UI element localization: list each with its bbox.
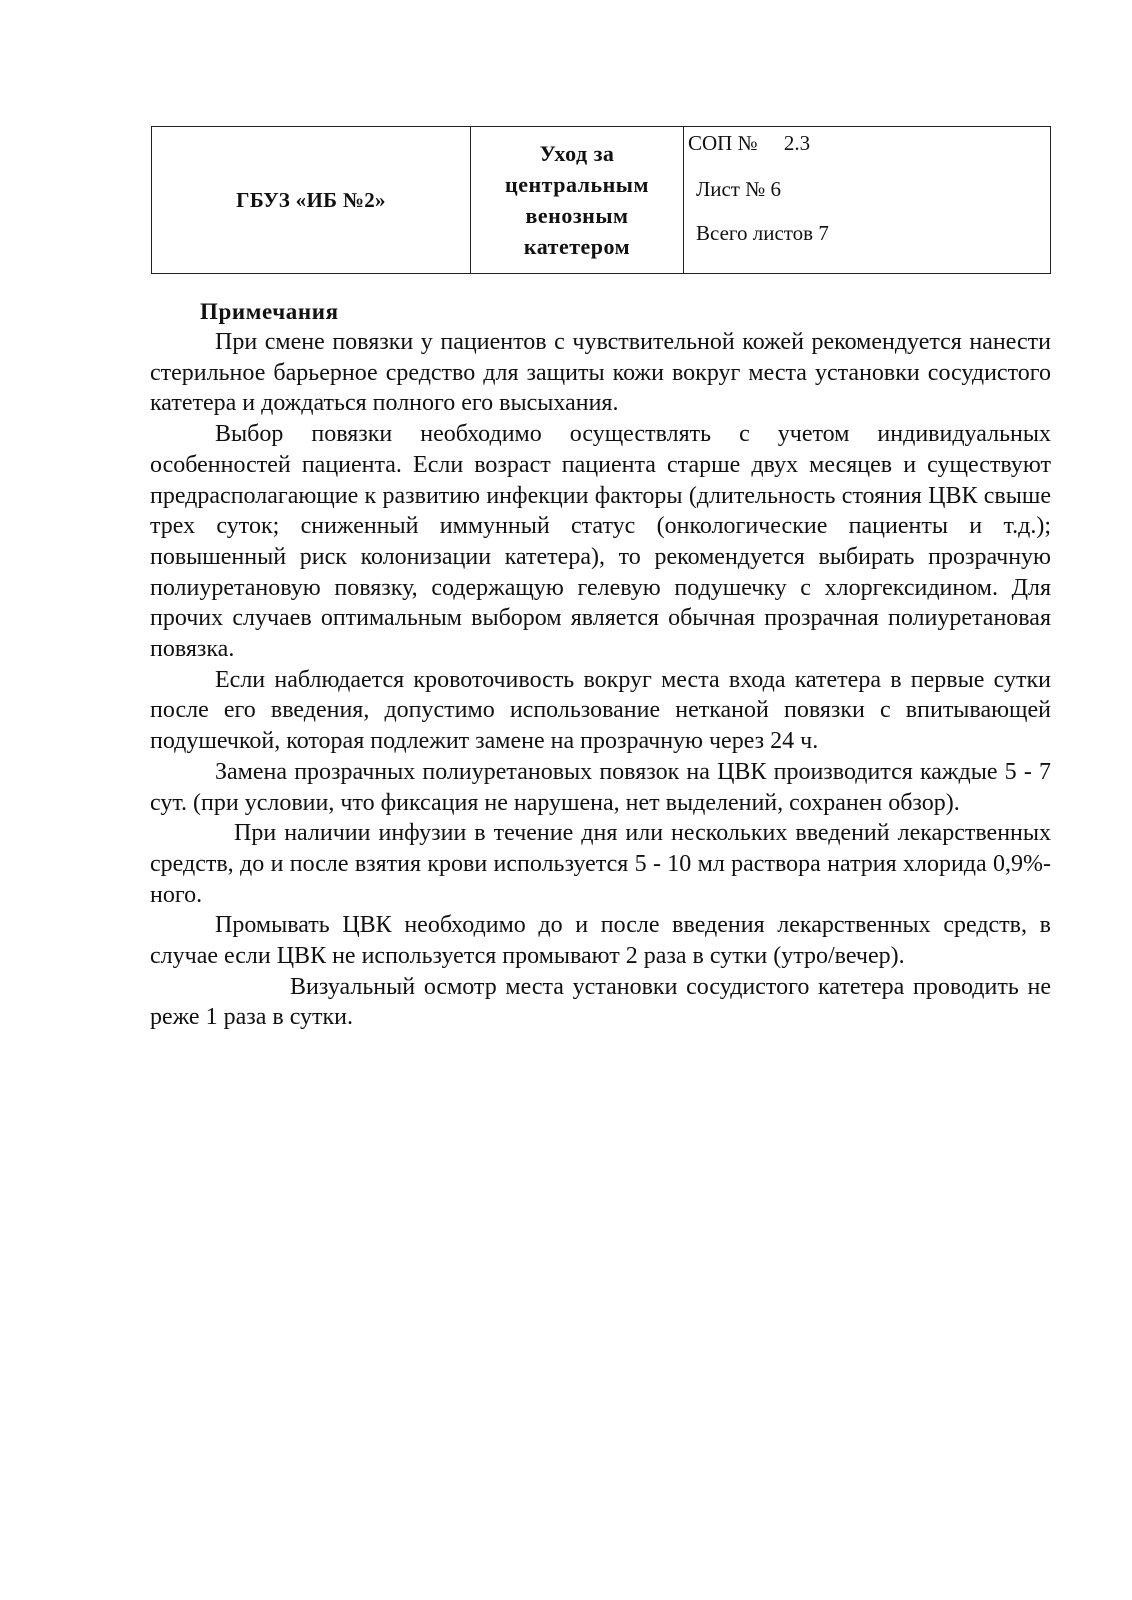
organization-name: ГБУЗ «ИБ №2» [236, 187, 386, 212]
sop-number: СОП № 2.3 [688, 131, 811, 155]
document-title-line: венозным [525, 203, 629, 228]
notes-section [150, 296, 1051, 1033]
notes-paragraph: Замена прозрачных полиуретановых повязок на ЦВК производится каждые 5 - 7 сут. (при условии, что фиксация не нарушена, нет выделений, сохранен обзор). [150, 758, 1051, 816]
notes-paragraph: Визуальный осмотр места установки сосудистого катетера проводить не реже 1 раза в сутки. [150, 973, 1051, 1031]
notes-title: Примечания [200, 299, 339, 324]
organization-cell [152, 127, 471, 274]
notes-paragraph: Если наблюдается кровоточивость вокруг места входа катетера в первые сутки после его введения, допустимо использование нетканой повязки с впитывающей подушечкой, которая подлежит замене на прозрачную через 24 ч. [150, 666, 1051, 755]
document-meta-cell [684, 127, 1051, 274]
total-sheets: Всего листов 7 [696, 221, 829, 245]
notes-paragraph: Выбор повязки необходимо осуществлять с учетом индивидуальных особенностей пациента. Если возраст пациента старше двух месяцев и существуют предрасполагающие к развитию инфекции факторы (длительность стояния ЦВК свыше трех суток; сниженный иммунный статус (онкологические пациенты и т.д.); повышенный риск колонизации катетера), то рекомендуется выбирать прозрачную полиуретановую повязку, содержащую гелевую подушечку с хлоргексидином. Для прочих случаев оптимальным выбором является обычная прозрачная полиуретановая повязка. [150, 421, 1051, 663]
document-header-table [151, 126, 1051, 274]
document-title-line: катетером [523, 234, 631, 259]
notes-paragraph: При смене повязки у пациентов с чувствительной кожей рекомендуется нанести стерильное барьерное средство для защиты кожи вокруг места установки сосудистого катетера и дождаться полного его высыхания. [150, 329, 1051, 417]
document-title-line: Уход за [539, 141, 615, 166]
sheet-number: Лист № 6 [696, 177, 782, 201]
notes-paragraph: Промывать ЦВК необходимо до и после введения лекарственных средств, в случае если ЦВК не используется промывают 2 раза в сутки (утро/вечер). [150, 912, 1051, 970]
document-title [471, 138, 683, 262]
notes-paragraph: При наличии инфузии в течение дня или нескольких введений лекарственных средств, до и после взятия крови используется 5 - 10 мл раствора натрия хлорида 0,9%-ного. [150, 820, 1051, 908]
document-title-line: центральным [505, 172, 649, 197]
document-title-cell [471, 127, 684, 274]
